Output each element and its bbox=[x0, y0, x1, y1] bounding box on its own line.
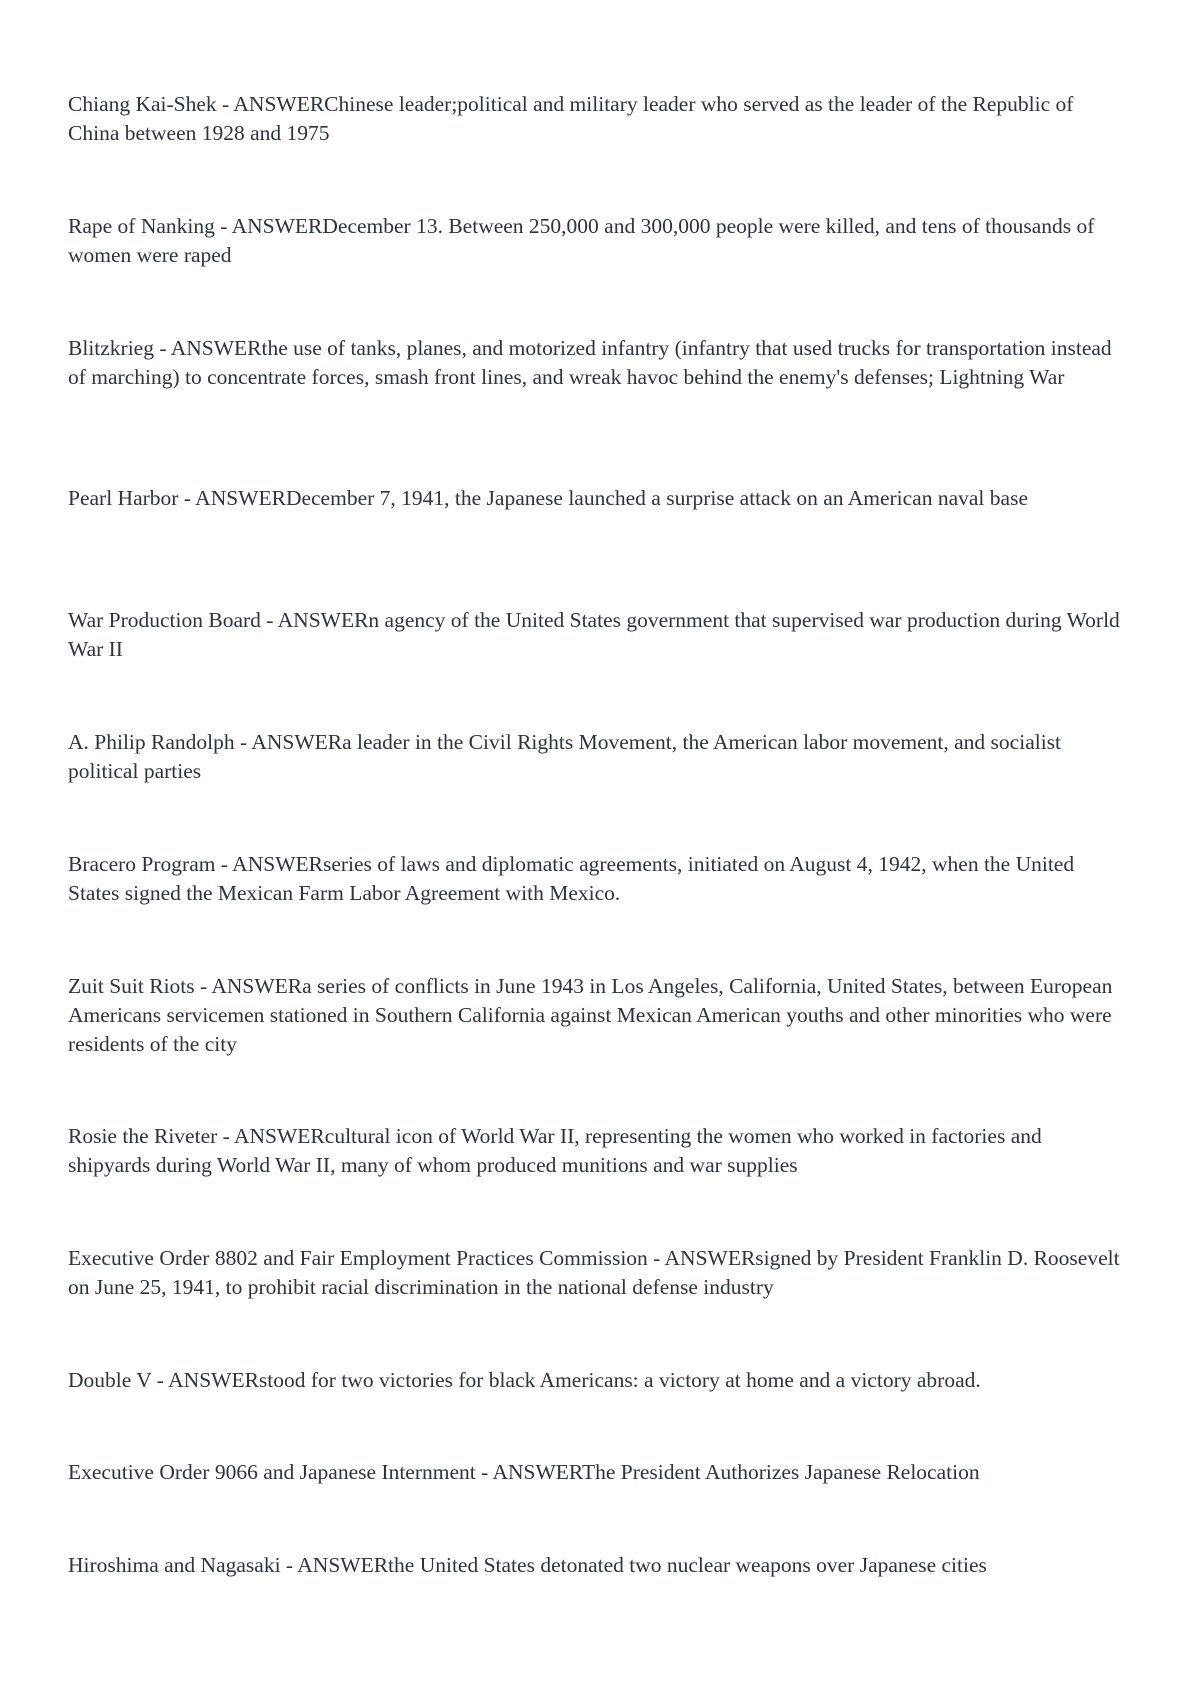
entry-executive-order-9066: Executive Order 9066 and Japanese Internment - ANSWERThe President Authorizes Japanese Relocation bbox=[68, 1460, 980, 1484]
entry-rape-of-nanking: Rape of Nanking - ANSWERDecember 13. Between 250,000 and 300,000 people were killed, and tens of thousands of women were raped bbox=[68, 214, 1095, 267]
entry-war-production-board: War Production Board - ANSWERn agency of the United States government that supervised war production during World War II bbox=[68, 608, 1120, 661]
entry-bracero-program: Bracero Program - ANSWERseries of laws and diplomatic agreements, initiated on August 4, 1942, when the United States signed the Mexican Farm Labor Agreement with Mexico. bbox=[68, 852, 1075, 905]
entry-executive-order-8802: Executive Order 8802 and Fair Employment Practices Commission - ANSWERsigned by President Franklin D. Roosevelt on June 25, 1941, to prohibit racial discrimination in the national defense industry bbox=[68, 1246, 1120, 1299]
entry-hiroshima-nagasaki: Hiroshima and Nagasaki - ANSWERthe United States detonated two nuclear weapons over Japanese cities bbox=[68, 1553, 987, 1577]
entry-chiang-kai-shek: Chiang Kai-Shek - ANSWERChinese leader;political and military leader who served as the leader of the Republic of China between 1928 and 1975 bbox=[68, 92, 1074, 145]
entry-pearl-harbor: Pearl Harbor - ANSWERDecember 7, 1941, the Japanese launched a surprise attack on an American naval base bbox=[68, 486, 1028, 510]
entry-a-philip-randolph: A. Philip Randolph - ANSWERa leader in the Civil Rights Movement, the American labor movement, and socialist political parties bbox=[68, 730, 1062, 783]
entry-zoot-suit-riots: Zuit Suit Riots - ANSWERa series of conflicts in June 1943 in Los Angeles, California, United States, between European Americans servicemen stationed in Southern California against Mexican American youths and other minorities who were residents of the city bbox=[68, 974, 1113, 1056]
entry-rosie-the-riveter: Rosie the Riveter - ANSWERcultural icon of World War II, representing the women who worked in factories and shipyards during World War II, many of whom produced munitions and war supplies bbox=[68, 1124, 1042, 1177]
entry-blitzkrieg: Blitzkrieg - ANSWERthe use of tanks, planes, and motorized infantry (infantry that used trucks for transportation instead of marching) to concentrate forces, smash front lines, and wreak havoc behind the enemy's defenses; Lightning War bbox=[68, 336, 1112, 389]
entry-double-v: Double V - ANSWERstood for two victories for black Americans: a victory at home and a victory abroad. bbox=[68, 1368, 981, 1392]
